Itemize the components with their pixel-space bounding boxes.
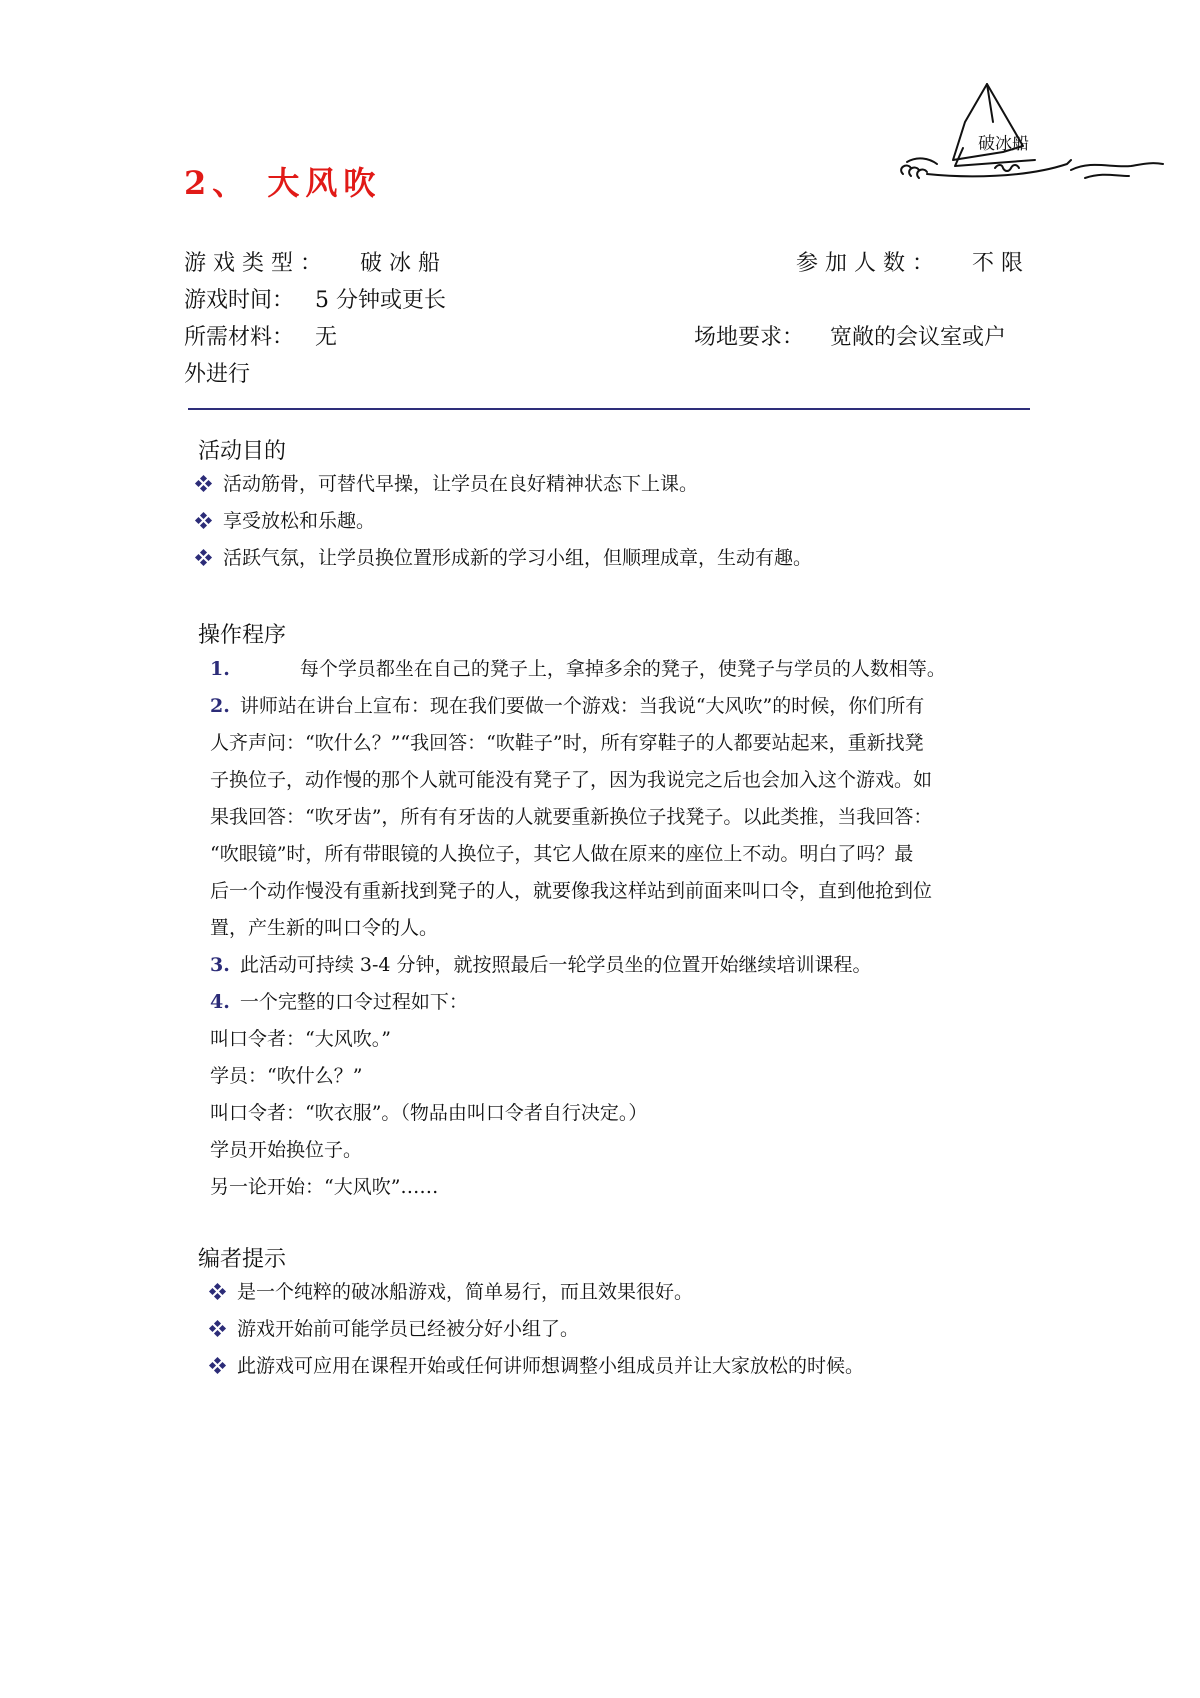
list-item <box>210 1311 864 1348</box>
step-number: 4. <box>210 991 230 1013</box>
tips-list <box>210 1274 864 1385</box>
page-title: 2、 大风吹 <box>184 164 382 202</box>
time-label: 游戏时间： <box>184 288 295 313</box>
step-text: 讲师站在讲台上宣布：现在我们要做一个游戏：当我说“大风吹”的时候，你们所有 <box>239 695 925 717</box>
step-line: 置，产生新的叫口令的人。 <box>210 917 439 939</box>
logo-text: 破冰船 <box>978 134 1029 154</box>
list-item <box>196 466 812 503</box>
tip-text: 游戏开始前可能学员已经被分好小组了。 <box>237 1318 580 1340</box>
venue-label: 场地要求： <box>694 325 805 350</box>
step-line: 人齐声问：“吹什么？”“我回答：“吹鞋子”时，所有穿鞋子的人都要站起来，重新找凳 <box>210 732 924 754</box>
diamond-bullet-icon <box>196 550 211 565</box>
step-number: 2. <box>210 695 230 717</box>
info-row-type <box>184 246 1031 282</box>
venue-value-continued: 外进行 <box>184 362 251 387</box>
step-line: 子换位子，动作慢的那个人就可能没有凳子了，因为我说完之后也会加入这个游戏。如 <box>210 769 933 791</box>
objectives-list <box>196 466 812 577</box>
participants-label: 参加人数： <box>796 251 942 276</box>
dialogue-line: 叫口令者：“大风吹。” <box>210 1028 391 1050</box>
step-text: 此活动可持续 3-4 分钟，就按照最后一轮学员坐的位置开始继续培训课程。 <box>239 954 872 976</box>
procedure-heading: 操作程序 <box>198 623 287 648</box>
materials-value: 无 <box>315 325 338 350</box>
participants-value: 不限 <box>972 251 1031 276</box>
diamond-bullet-icon <box>210 1284 225 1299</box>
procedure-step <box>210 947 1030 984</box>
step-line <box>210 688 1030 725</box>
section-divider <box>188 408 1030 410</box>
diamond-bullet-icon <box>196 513 211 528</box>
list-item <box>210 1348 864 1385</box>
info-row-materials <box>184 320 1026 356</box>
objective-text: 享受放松和乐趣。 <box>223 510 376 532</box>
step-number: 3. <box>210 954 230 976</box>
step-line: 后一个动作慢没有重新找到凳子的人，就要像我这样站到前面来叫口令，直到他抢到位 <box>210 880 933 902</box>
procedure-body <box>210 651 1030 1206</box>
step-text: 每个学员都坐在自己的凳子上，拿掉多余的凳子，使凳子与学员的人数相等。 <box>299 658 946 680</box>
objective-text: 活动筋骨，可替代早操，让学员在良好精神状态下上课。 <box>223 473 699 495</box>
info-row-venue-continued <box>184 357 250 393</box>
diamond-bullet-icon <box>210 1321 225 1336</box>
tip-text: 此游戏可应用在课程开始或任何讲师想调整小组成员并让大家放松的时候。 <box>237 1355 865 1377</box>
step-number: 1. <box>210 658 230 680</box>
procedure-step <box>210 651 1030 688</box>
venue-value: 宽敞的会议室或户 <box>830 325 1007 350</box>
procedure-step <box>210 984 1030 1021</box>
list-item <box>196 503 812 540</box>
dialogue-line: 学员开始换位子。 <box>210 1139 363 1161</box>
objective-text: 活跃气氛，让学员换位置形成新的学习小组，但顺理成章，生动有趣。 <box>223 547 813 569</box>
icebreaker-ship-logo <box>895 82 1170 202</box>
time-value: 5 分钟或更长 <box>315 288 447 313</box>
diamond-bullet-icon <box>210 1358 225 1373</box>
info-row-time <box>184 283 446 319</box>
dialogue-line: 学员：“吹什么？” <box>210 1065 363 1087</box>
diamond-bullet-icon <box>196 476 211 491</box>
step-text: 一个完整的口令过程如下： <box>239 991 468 1013</box>
list-item <box>196 540 812 577</box>
objectives-heading: 活动目的 <box>198 439 287 464</box>
dialogue-line: 另一论开始：“大风吹”…… <box>210 1176 439 1198</box>
materials-label: 所需材料： <box>184 325 295 350</box>
game-type-value: 破冰船 <box>360 251 448 276</box>
game-type-label: 游戏类型： <box>184 251 330 276</box>
dialogue-line: 叫口令者：“吹衣服”。（物品由叫口令者自行决定。） <box>210 1102 648 1124</box>
procedure-step <box>210 688 1030 947</box>
tips-heading: 编者提示 <box>198 1247 287 1272</box>
step-line: “吹眼镜”时，所有带眼镜的人换位子，其它人做在原来的座位上不动。明白了吗？最 <box>210 843 914 865</box>
step-line: 果我回答：“吹牙齿”，所有有牙齿的人就要重新换位子找凳子。以此类推，当我回答： <box>210 806 933 828</box>
list-item <box>210 1274 864 1311</box>
tip-text: 是一个纯粹的破冰船游戏，简单易行，而且效果很好。 <box>237 1281 694 1303</box>
